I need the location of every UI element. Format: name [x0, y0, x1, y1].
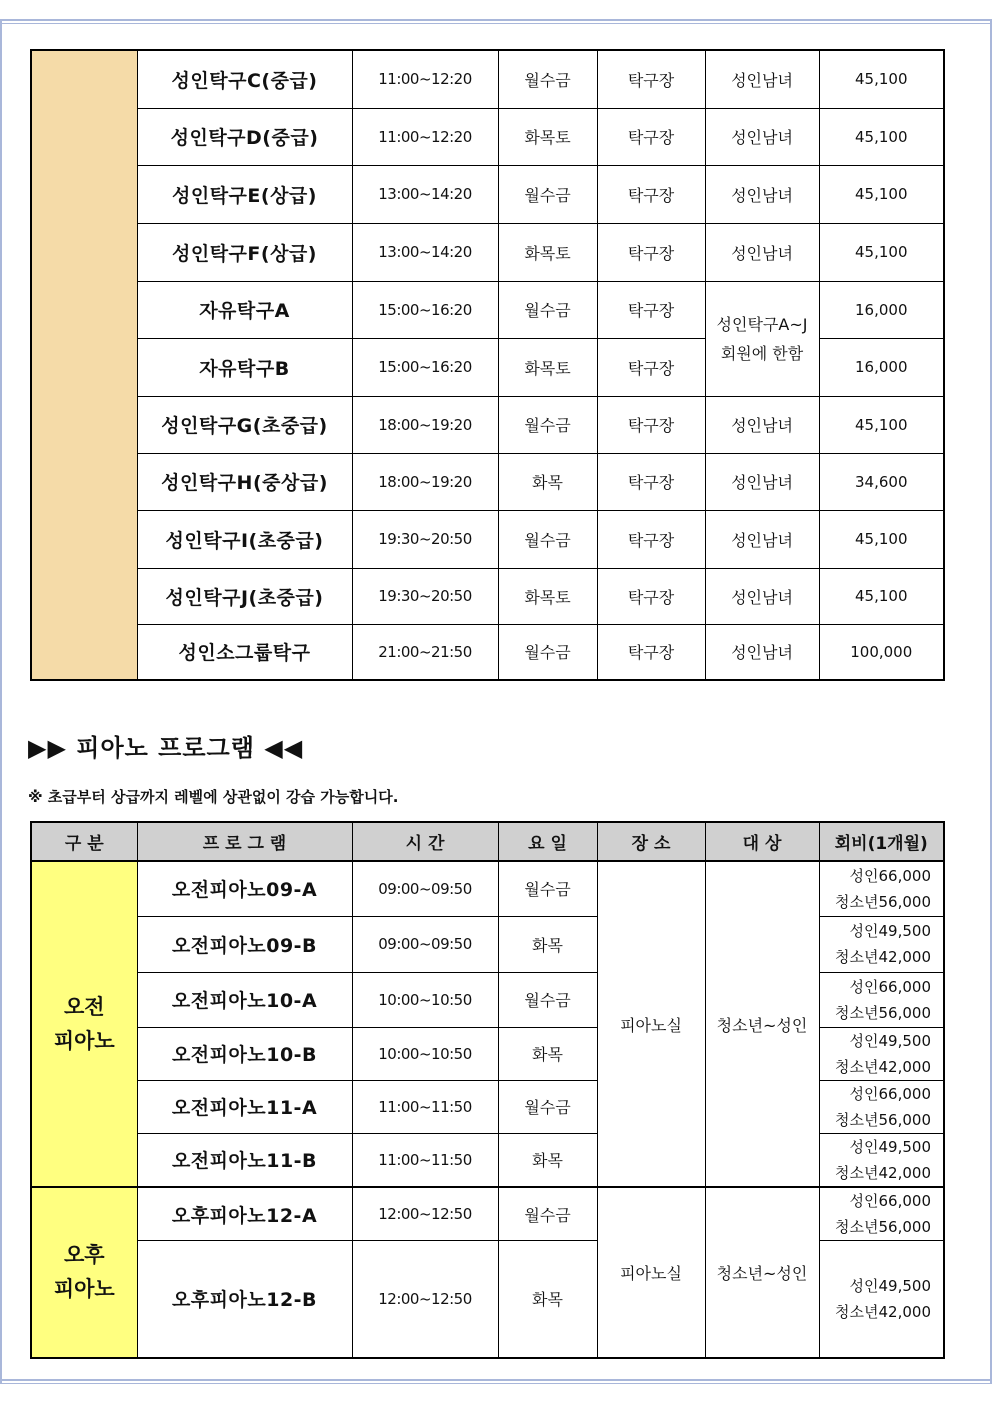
class-place: 탁구장: [597, 165, 705, 223]
table-row: [31, 453, 944, 510]
program-name: 성인탁구I(초중급): [137, 510, 352, 568]
class-days: 월수금: [498, 396, 597, 453]
class-place: 탁구장: [597, 396, 705, 453]
class-target: 청소년~성인: [705, 1187, 819, 1358]
class-days: 화목: [498, 453, 597, 510]
fee-youth: 청소년42,000: [835, 1302, 931, 1321]
class-days: 화목토: [498, 223, 597, 281]
class-days: 화목: [498, 916, 597, 972]
class-fee: 16,000: [819, 281, 944, 338]
class-fee: [819, 1080, 944, 1133]
class-time: 15:00~16:20: [352, 281, 498, 338]
class-days: 화목토: [498, 568, 597, 624]
class-fee: 34,600: [819, 453, 944, 510]
class-time: 21:00~21:50: [352, 624, 498, 680]
program-name: 오전피아노11-B: [137, 1133, 352, 1187]
class-target: 성인남녀: [705, 568, 819, 624]
class-days: 월수금: [498, 1080, 597, 1133]
table-row: [31, 50, 944, 108]
table-row: [31, 165, 944, 223]
free-table-tennis-target: [705, 281, 819, 396]
class-place: 탁구장: [597, 568, 705, 624]
table-row: [31, 281, 944, 338]
fee-adult: 성인66,000: [849, 1192, 931, 1210]
class-fee: [819, 1133, 944, 1187]
fee-youth: 청소년42,000: [835, 1163, 931, 1182]
class-place: 탁구장: [597, 510, 705, 568]
class-time: 12:00~12:50: [352, 1187, 498, 1241]
fee-adult: 성인49,500: [849, 1031, 931, 1050]
program-name: 성인탁구F(상급): [137, 223, 352, 281]
class-place: 탁구장: [597, 50, 705, 108]
class-time: 10:00~10:50: [352, 972, 498, 1027]
class-target: 성인남녀: [705, 453, 819, 510]
class-days: 월수금: [498, 165, 597, 223]
piano-section-note: ※ 초급부터 상급까지 레벨에 상관없이 강습 가능합니다.: [28, 788, 399, 806]
class-target: 성인남녀: [705, 624, 819, 680]
table-row: [31, 396, 944, 453]
class-time: 12:00~12:50: [352, 1241, 498, 1358]
program-name: 성인탁구J(초중급): [137, 568, 352, 624]
header-category: 구 분: [31, 822, 137, 861]
class-place: 탁구장: [597, 624, 705, 680]
header-time: 시 간: [352, 822, 498, 861]
program-name: 성인탁구G(초중급): [137, 396, 352, 453]
class-days: 화목: [498, 1241, 597, 1358]
class-place: 탁구장: [597, 453, 705, 510]
program-name: 성인탁구E(상급): [137, 165, 352, 223]
class-days: 월수금: [498, 624, 597, 680]
fee-youth: 청소년56,000: [835, 1218, 931, 1236]
page-frame-top: [0, 19, 992, 24]
class-fee: [819, 916, 944, 972]
program-name: 오후피아노12-B: [137, 1241, 352, 1358]
program-name: 성인탁구H(중상급): [137, 453, 352, 510]
class-fee: [819, 861, 944, 916]
fee-youth: 청소년56,000: [835, 1003, 931, 1022]
header-fee: 회비(1개월): [819, 822, 944, 861]
class-days: 월수금: [498, 861, 597, 916]
class-fee: 45,100: [819, 223, 944, 281]
table-row: [31, 108, 944, 165]
header-days: 요 일: [498, 822, 597, 861]
class-place: 탁구장: [597, 281, 705, 338]
program-name: 오전피아노09-A: [137, 861, 352, 916]
category-morning-piano: [31, 861, 137, 1187]
class-fee: 45,100: [819, 568, 944, 624]
class-time: 13:00~14:20: [352, 165, 498, 223]
class-days: 화목토: [498, 338, 597, 396]
program-name: 자유탁구A: [137, 281, 352, 338]
class-place: 탁구장: [597, 108, 705, 165]
fee-youth: 청소년42,000: [835, 1057, 931, 1076]
header-place: 장 소: [597, 822, 705, 861]
class-time: 11:00~12:20: [352, 108, 498, 165]
class-fee: 45,100: [819, 108, 944, 165]
class-fee: [819, 972, 944, 1027]
program-name: 오전피아노11-A: [137, 1080, 352, 1133]
piano-program-table: [30, 821, 945, 1359]
fee-adult: 성인49,500: [849, 1137, 931, 1156]
class-days: 월수금: [498, 281, 597, 338]
class-time: 11:00~11:50: [352, 1133, 498, 1187]
program-name: 오전피아노09-B: [137, 916, 352, 972]
fee-youth: 청소년42,000: [835, 948, 931, 966]
class-fee: 45,100: [819, 510, 944, 568]
fee-adult: 성인49,500: [849, 922, 931, 940]
class-time: 18:00~19:20: [352, 396, 498, 453]
class-time: 11:00~12:20: [352, 50, 498, 108]
class-target: 성인남녀: [705, 510, 819, 568]
category-afternoon-piano: [31, 1187, 137, 1358]
class-days: 화목: [498, 1133, 597, 1187]
class-time: 19:30~20:50: [352, 510, 498, 568]
fee-adult: 성인66,000: [849, 866, 931, 885]
table-row: [31, 510, 944, 568]
table-row: [31, 624, 944, 680]
category-label-line2: 피아노: [53, 1029, 115, 1053]
piano-section-title: ▶▶ 피아노 프로그램 ◀◀: [28, 734, 304, 762]
free-target-line1: 성인탁구A~J: [716, 314, 808, 334]
category-label-line2: 피아노: [53, 1277, 115, 1302]
class-time: 09:00~09:50: [352, 916, 498, 972]
class-target: 성인남녀: [705, 396, 819, 453]
program-name: 성인소그룹탁구: [137, 624, 352, 680]
table-row: [31, 568, 944, 624]
class-fee: 45,100: [819, 165, 944, 223]
class-place: 피아노실: [597, 861, 705, 1187]
class-time: 11:00~11:50: [352, 1080, 498, 1133]
page-frame-left: [0, 19, 2, 1384]
class-fee: 16,000: [819, 338, 944, 396]
class-place: 탁구장: [597, 338, 705, 396]
class-days: 월수금: [498, 50, 597, 108]
class-time: 19:30~20:50: [352, 568, 498, 624]
class-time: 09:00~09:50: [352, 861, 498, 916]
class-place: 피아노실: [597, 1187, 705, 1358]
class-target: 청소년~성인: [705, 861, 819, 1187]
fee-adult: 성인66,000: [849, 1084, 931, 1103]
program-name: 오후피아노12-A: [137, 1187, 352, 1241]
class-fee: [819, 1187, 944, 1241]
class-time: 10:00~10:50: [352, 1027, 498, 1080]
class-days: 월수금: [498, 510, 597, 568]
table-row: [31, 223, 944, 281]
fee-youth: 청소년56,000: [835, 892, 931, 911]
program-name: 성인탁구D(중급): [137, 108, 352, 165]
program-name: 성인탁구C(중급): [137, 50, 352, 108]
category-label-line1: 오전: [63, 995, 105, 1019]
header-target: 대 상: [705, 822, 819, 861]
class-fee: 45,100: [819, 396, 944, 453]
table-row: [31, 861, 944, 916]
fee-adult: 성인66,000: [849, 977, 931, 996]
program-name: 오전피아노10-B: [137, 1027, 352, 1080]
category-cell: [31, 50, 137, 680]
program-name: 오전피아노10-A: [137, 972, 352, 1027]
class-fee: 45,100: [819, 50, 944, 108]
class-days: 월수금: [498, 972, 597, 1027]
class-days: 화목: [498, 1027, 597, 1080]
class-fee: 100,000: [819, 624, 944, 680]
class-days: 화목토: [498, 108, 597, 165]
page-frame-bottom: [0, 1379, 992, 1384]
fee-youth: 청소년56,000: [835, 1110, 931, 1129]
table-tennis-schedule-table: [30, 49, 945, 681]
class-fee: [819, 1241, 944, 1358]
free-target-line2: 회원에 한함: [720, 343, 804, 363]
class-place: 탁구장: [597, 223, 705, 281]
fee-adult: 성인49,500: [849, 1276, 931, 1295]
class-target: 성인남녀: [705, 50, 819, 108]
header-program: 프 로 그 램: [137, 822, 352, 861]
program-name: 자유탁구B: [137, 338, 352, 396]
class-target: 성인남녀: [705, 165, 819, 223]
class-target: 성인남녀: [705, 223, 819, 281]
class-days: 월수금: [498, 1187, 597, 1241]
table-row: [31, 1187, 944, 1241]
class-fee: [819, 1027, 944, 1080]
class-time: 15:00~16:20: [352, 338, 498, 396]
table-header-row: [31, 822, 944, 861]
class-target: 성인남녀: [705, 108, 819, 165]
class-time: 13:00~14:20: [352, 223, 498, 281]
category-label-line1: 오후: [63, 1243, 105, 1268]
class-time: 18:00~19:20: [352, 453, 498, 510]
